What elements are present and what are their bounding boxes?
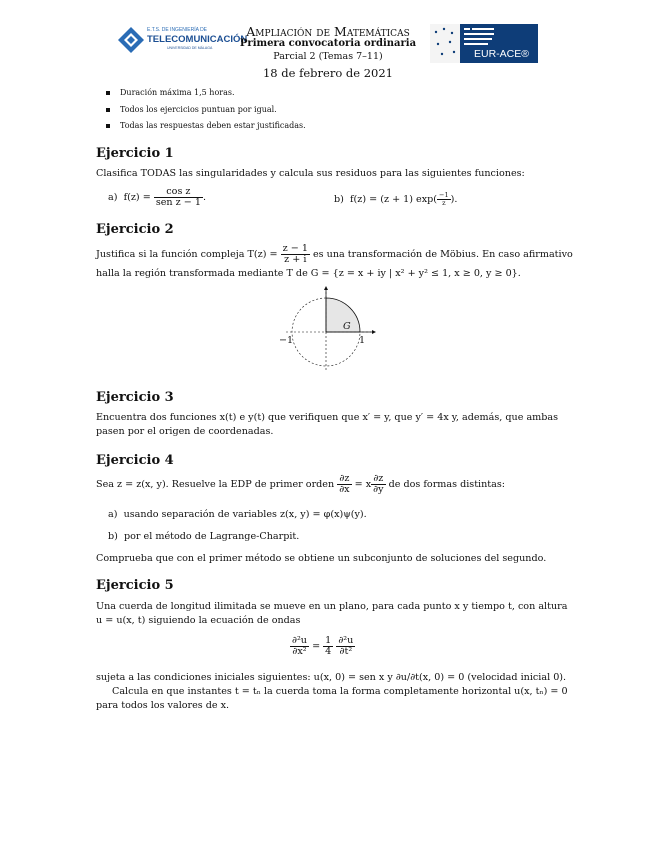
ex1-item-b: b) f(z) = (z + 1) exp( $\frac{-1}{z}$ ). [334, 191, 458, 207]
exam-date: 18 de febrero de 2021 [262, 66, 393, 80]
exam-part: Parcial 2 (Temas 7–11) [273, 51, 383, 62]
logo-line2: TELECOMUNICACIÓN [147, 34, 248, 45]
eur-ace-logo [430, 24, 538, 63]
fig-label-1: 1 [359, 335, 366, 346]
ex2-text-line2: halla la región transformada mediante T de G = {z = x + iy | x² + y² ≤ 1, x ≥ 0, y ≥ 0}. [96, 268, 521, 279]
etsit-logo [117, 26, 248, 54]
ex1-item-a: a) f(z) = $\frac{\text{cos z}}{\text{sen z − 1}}$ . [108, 186, 207, 208]
wave-equation: $\frac{\text{∂²u}}{\text{∂x²}}$ = $\frac{1}{4}$ $\frac{\text{∂²u}}{\text{∂t²}}$ [292, 635, 354, 657]
ex5-text-line5: para todos los valores de x. [96, 700, 230, 711]
logo-line3: UNIVERSIDAD DE MÁLAGA [167, 46, 213, 50]
ex1-heading: Ejercicio 1 [96, 146, 174, 161]
fig-label-minus1: −1 [279, 335, 294, 346]
ex3-heading: Ejercicio 3 [96, 390, 174, 405]
ex3-text-line2: pasen por el origen de coordenadas. [96, 426, 274, 437]
exam-title: Primera convocatoria ordinaria [239, 38, 417, 49]
course-title: Ampliación de Matemáticas [246, 24, 410, 39]
ex5-text-line3: sujeta a las condiciones iniciales siguientes: u(x, 0) = sen x y ∂u/∂t(x, 0) = 0 (velocidad inicial 0). [96, 672, 567, 683]
ex4-item-b: b) por el método de Lagrange-Charpit. [108, 531, 300, 542]
ex2-heading: Ejercicio 2 [96, 222, 174, 237]
rule-item: Todos los ejercicios puntuan por igual. [106, 104, 277, 115]
ex5-text-line1: Una cuerda de longitud ilimitada se mueve en un plano, para cada punto x y tiempo t, con altura [96, 601, 568, 612]
rule-item: Todas las respuestas deben estar justificadas. [106, 120, 306, 131]
ex4-item-a: a) usando separación de variables z(x, y) = φ(x)ψ(y). [108, 509, 367, 520]
ex1-text: Clasifica TODAS las singularidades y calcula sus residuos para las siguientes funciones: [96, 168, 525, 179]
ex5-text-line4: Calcula en que instantes t = tₙ la cuerda toma la forma completamente horizontal u(x, tₙ) = 0 [112, 686, 568, 697]
region-g-figure [272, 285, 382, 375]
ex5-heading: Ejercicio 5 [96, 578, 174, 593]
fig-label-g: G [343, 321, 351, 332]
ex4-closing: Comprueba que con el primer método se obtiene un subconjunto de soluciones del segundo. [96, 553, 547, 564]
ex2-text-line1: Justifica si la función compleja T(z) = $\frac{z - 1}{z + i}$ es una transformación de Möbius. En caso afirmativo [96, 243, 573, 265]
ex5-text-line2: u = u(x, t) siguiendo la ecuación de ondas [96, 615, 301, 626]
bullet-icon [106, 124, 110, 128]
rule-item: Duración máxima 1,5 horas. [106, 87, 235, 98]
bullet-icon [106, 108, 110, 112]
ex3-text-line1: Encuentra dos funciones x(t) e y(t) que verifiquen que x′ = y, que y′ = 4x y, además, que ambas [96, 412, 559, 423]
ex4-heading: Ejercicio 4 [96, 453, 174, 468]
logo-line1: E.T.S. DE INGENIERÍA DE [147, 27, 208, 33]
ex4-text: Sea z = z(x, y). Resuelve la EDP de primer orden $\frac{\partial z}{\partial x}$ = x $\frac{\partial z}{\partial y}$ de dos formas distintas: [96, 473, 506, 495]
bullet-icon [106, 91, 110, 95]
eur-ace-badge: EUR-ACE® [474, 48, 529, 60]
etsit-logo-icon [117, 26, 145, 54]
